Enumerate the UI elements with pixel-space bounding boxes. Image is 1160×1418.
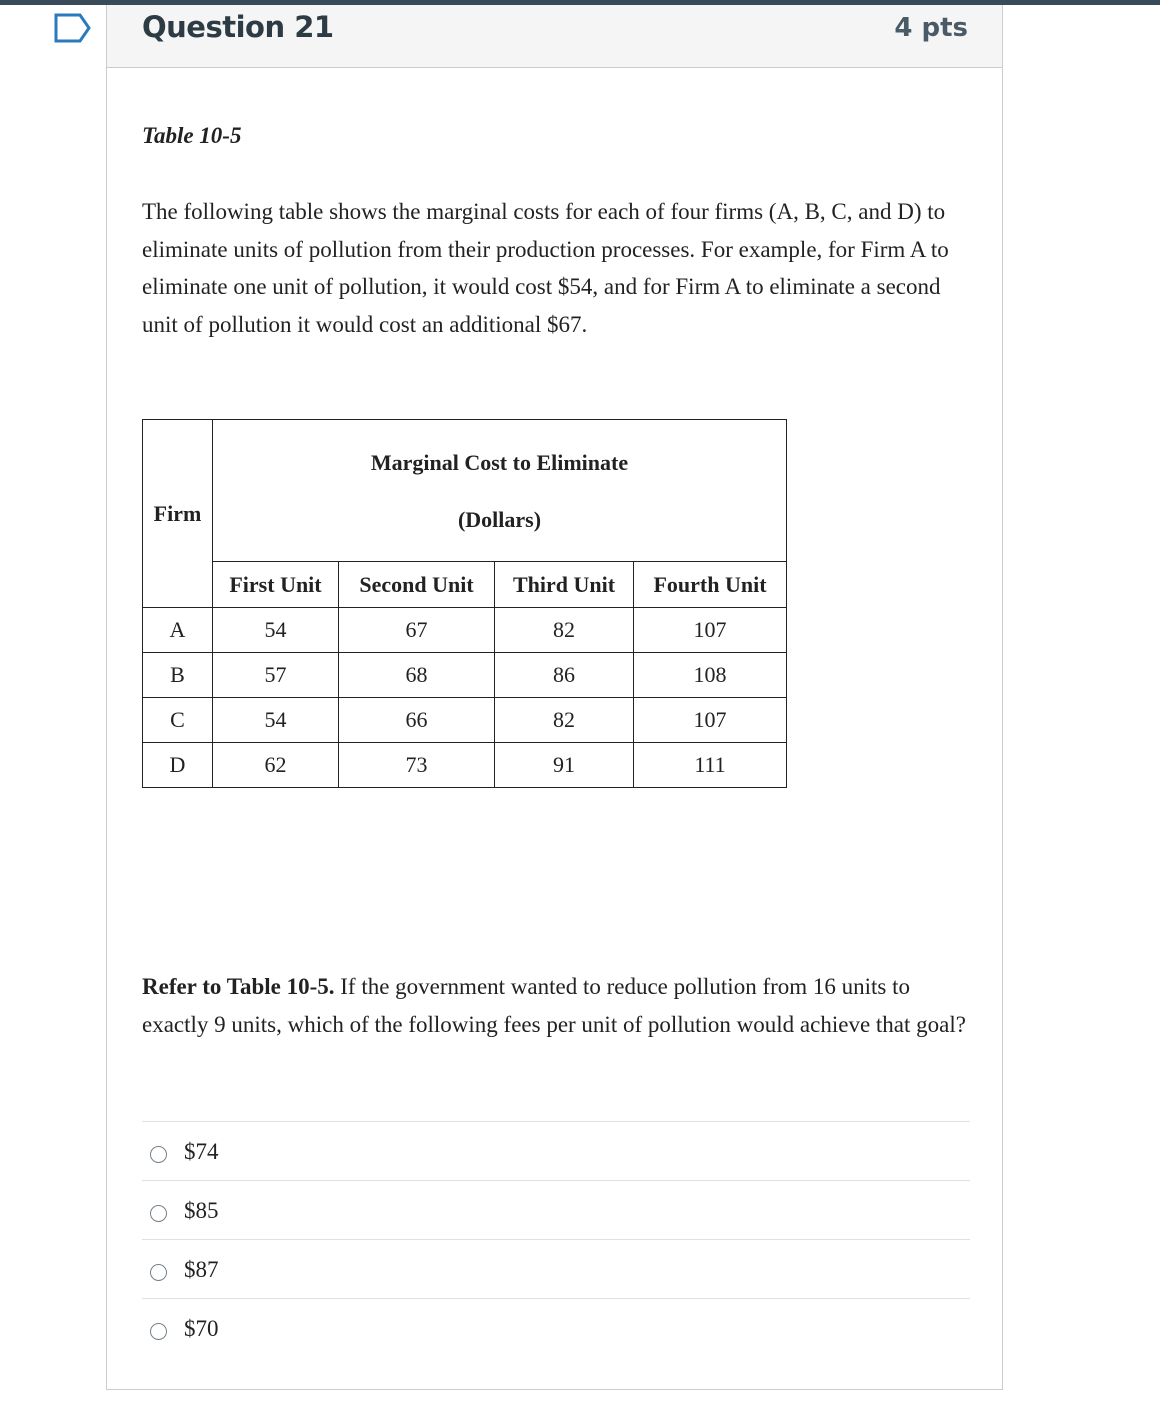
table-cell: 86 xyxy=(495,653,634,698)
question-header xyxy=(107,5,1002,68)
firm-cell: B xyxy=(143,653,213,698)
answer-label[interactable]: $87 xyxy=(184,1257,219,1282)
table-reference: Refer to Table 10-5. xyxy=(142,974,335,999)
intro-text: The following table shows the marginal costs for each of four firms (A, B, C, and D) to eliminate units of pollution from their production processes. For example, for Firm A to eliminate one unit of pollution, it would cost $54, and for Firm A to eliminate a second unit of pollution it would cost an additional $67. xyxy=(142,199,949,337)
table-cell: 66 xyxy=(339,698,495,743)
answer-label[interactable]: $85 xyxy=(184,1198,219,1223)
question-prompt xyxy=(142,968,972,1043)
table-row xyxy=(143,653,787,698)
table-cell: 111 xyxy=(634,743,787,788)
answer-label[interactable]: $70 xyxy=(184,1316,219,1341)
table-cell: 91 xyxy=(495,743,634,788)
table-cell: 82 xyxy=(495,608,634,653)
table-cell: 67 xyxy=(339,608,495,653)
radio-button[interactable] xyxy=(150,1264,167,1281)
answer-option-1[interactable] xyxy=(142,1121,970,1180)
question-points: 4 pts xyxy=(894,13,968,43)
question-prompt-text: If the government wanted to reduce pollution from 16 units to exactly 9 units, which of the following fees per unit of pollution would achieve that goal? xyxy=(142,974,966,1037)
table-row xyxy=(143,698,787,743)
first-unit-header: First Unit xyxy=(213,562,339,608)
question-title: Question 21 xyxy=(142,10,334,44)
marginal-cost-header-line2: (Dollars) xyxy=(457,506,542,532)
table-label: Table 10-5 xyxy=(142,123,242,148)
table-cell: 54 xyxy=(213,608,339,653)
firm-header: Firm xyxy=(143,420,213,608)
marginal-cost-header-line1: Marginal Cost to Eliminate xyxy=(370,449,629,475)
table-cell: 68 xyxy=(339,653,495,698)
table-cell: 54 xyxy=(213,698,339,743)
bookmark-flag-icon[interactable] xyxy=(53,12,93,44)
answer-option-3[interactable] xyxy=(142,1239,970,1298)
answer-option-2[interactable] xyxy=(142,1180,970,1239)
radio-button[interactable] xyxy=(150,1205,167,1222)
table-cell: 107 xyxy=(634,698,787,743)
marginal-cost-table xyxy=(142,419,787,788)
table-cell: 57 xyxy=(213,653,339,698)
table-cell: 82 xyxy=(495,698,634,743)
radio-button[interactable] xyxy=(150,1146,167,1163)
firm-cell: C xyxy=(143,698,213,743)
answer-label[interactable]: $74 xyxy=(184,1139,219,1164)
question-card xyxy=(106,5,1003,1390)
table-row xyxy=(143,743,787,788)
table-cell: 107 xyxy=(634,608,787,653)
table-cell: 73 xyxy=(339,743,495,788)
third-unit-header: Third Unit xyxy=(495,562,634,608)
table-cell: 108 xyxy=(634,653,787,698)
table-row xyxy=(143,608,787,653)
radio-button[interactable] xyxy=(150,1323,167,1340)
table-cell: 62 xyxy=(213,743,339,788)
firm-cell: D xyxy=(143,743,213,788)
second-unit-header: Second Unit xyxy=(339,562,495,608)
marginal-cost-header xyxy=(213,420,787,562)
answer-list xyxy=(142,1121,970,1357)
fourth-unit-header: Fourth Unit xyxy=(634,562,787,608)
firm-cell: A xyxy=(143,608,213,653)
answer-option-4[interactable] xyxy=(142,1298,970,1357)
